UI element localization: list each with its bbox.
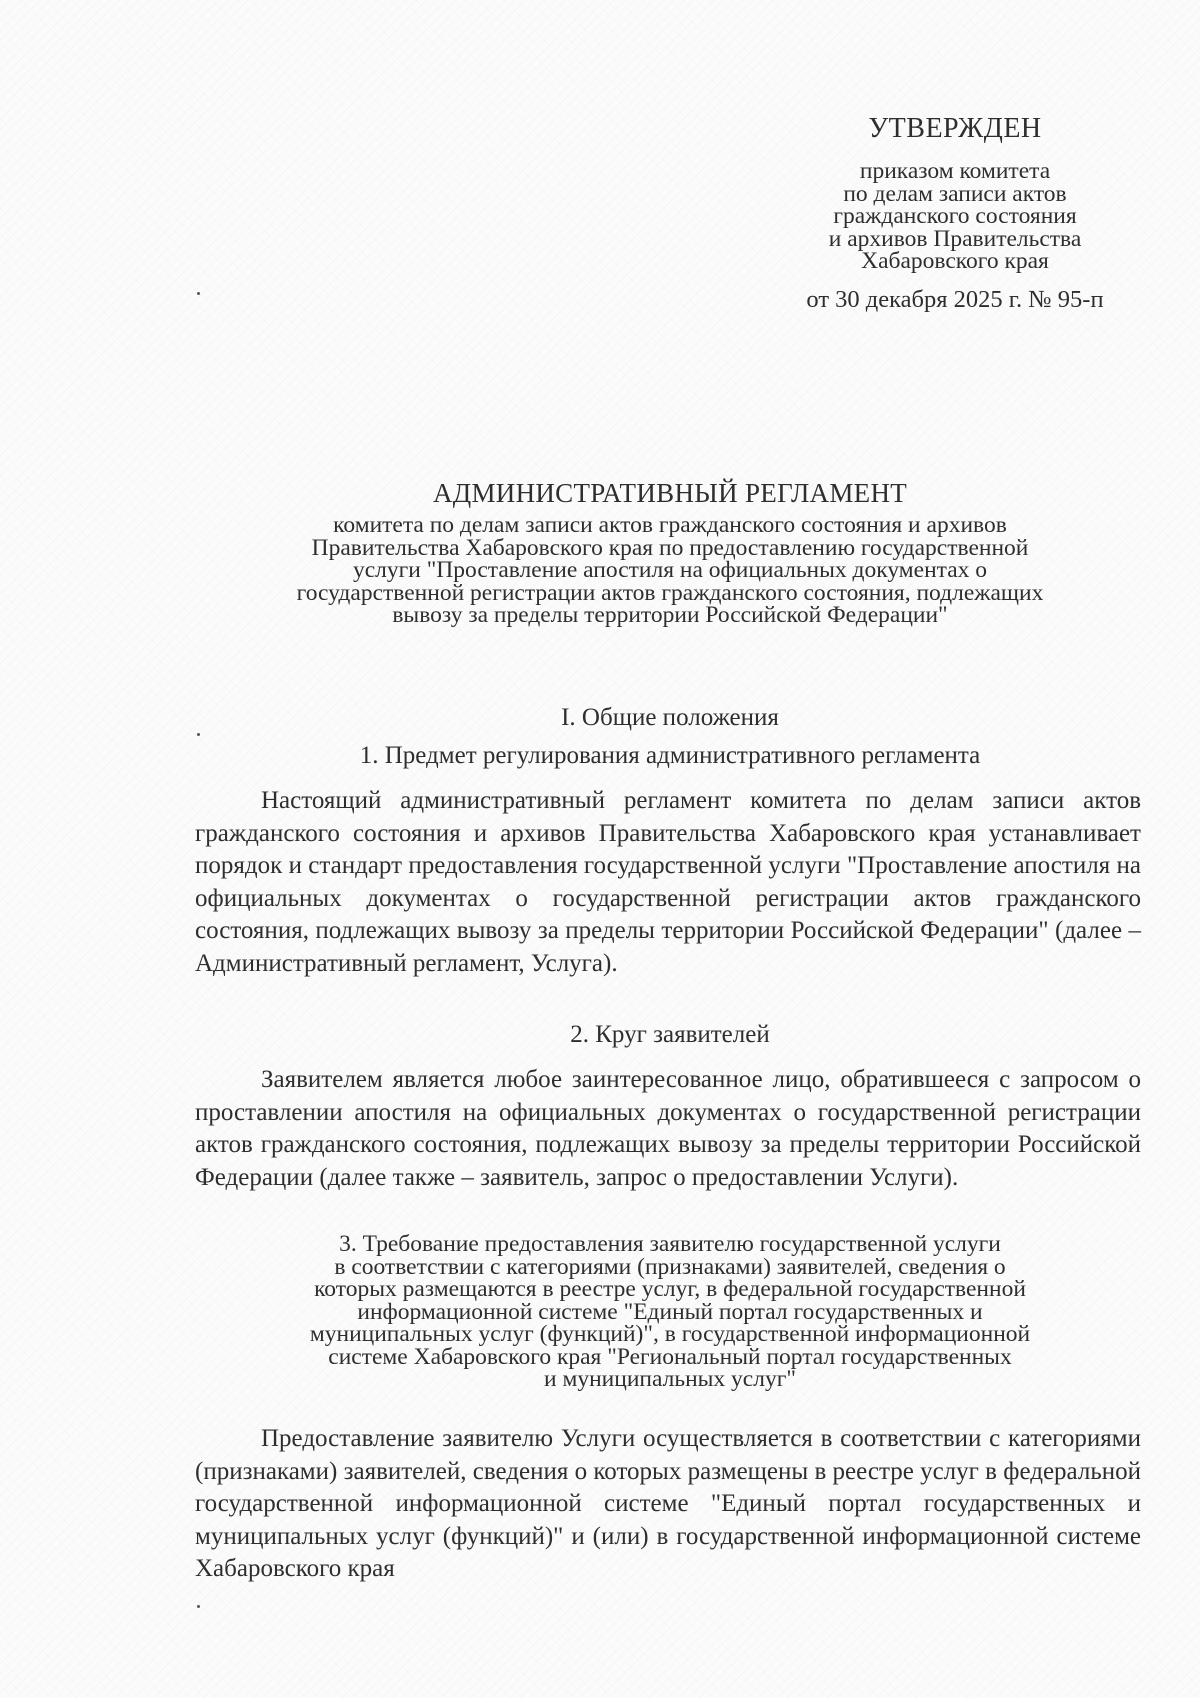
- requirement-heading-line: которых размещаются в реестре услуг, в федеральной государственной: [314, 1276, 1026, 1302]
- approval-order-line: приказом комитета: [859, 158, 1051, 184]
- approval-stamp: [755, 112, 1155, 315]
- document-subtitle-line: комитета по делам записи актов гражданского состояния и архивов: [333, 512, 1007, 538]
- document-subtitle-line: государственной регистрации актов гражданского состояния, подлежащих: [296, 579, 1044, 606]
- section-general-heading: I. Общие положения: [561, 704, 779, 731]
- document-subtitle-line: услуги "Проставление апостиля на официальных документах о: [352, 557, 988, 583]
- document-title: АДМИНИСТРАТИВНЫЙ РЕГЛАМЕНТ: [432, 478, 908, 508]
- document-title-block: [170, 476, 1170, 627]
- approval-order: [755, 160, 1155, 273]
- requirement-heading-line: информационной системе "Единый портал государственных и: [357, 1298, 983, 1325]
- document-subtitle: [170, 514, 1170, 627]
- requirement-heading-line: в соответствии с категориями (признаками) заявителей, сведения о: [334, 1253, 1006, 1280]
- section-applicants-heading: 2. Круг заявителей: [570, 1021, 770, 1048]
- applicants-paragraph: Заявителем является любое заинтересованное лицо, обратившееся с запросом о проставлении апостиля на официальных документах о государственной регистрации актов гражданского состояния, подлежащих вывозу за пределы территории Российской Федерации (далее также – заявитель, запрос о предоставлении Услуги).: [195, 1066, 1141, 1191]
- requirement-heading-line: системе Хабаровского края "Региональный портал государственных: [328, 1343, 1012, 1370]
- scan-speck: [197, 733, 200, 736]
- document-subtitle-line: вывозу за пределы территории Российской Федерации": [392, 602, 948, 628]
- section-subject-heading: 1. Предмет регулирования административного регламента: [359, 742, 981, 769]
- requirement-heading-line: 3. Требование предоставления заявителю государственной услуги: [339, 1231, 1001, 1257]
- section-requirement-heading: [200, 1233, 1140, 1391]
- approval-order-line: по делам записи актов: [843, 180, 1067, 207]
- approval-date: от 30 декабря 2025 г. № 95-п: [806, 285, 1104, 313]
- scan-speck: [197, 292, 200, 295]
- scan-speck: [197, 1605, 200, 1608]
- requirement-heading-line: муниципальных услуг (функций)", в государственной информационной: [309, 1321, 1031, 1347]
- document-subtitle-line: Правительства Хабаровского края по предоставлению государственной: [311, 534, 1029, 561]
- approval-title: УТВЕРЖДЕН: [868, 113, 1042, 144]
- subject-paragraph: Настоящий административный регламент комитета по делам записи актов гражданского состояния и архивов Правительства Хабаровского края устанавливает порядок и стандарт предоставления государственной услуги "Проставление апостиля на официальных документах о государственной регистрации актов гражданского состояния, подлежащих вывозу за пределы территории Российской Федерации" (далее – Административный регламент, Услуга).: [195, 787, 1141, 977]
- requirement-paragraph: Предоставление заявителю Услуги осуществляется в соответствии с категориями (признаками) заявителей, сведения о которых размещены в реестре услуг в федеральной государственной информационной системе "Единый портал государственных и муниципальных услуг (функций)" и (или) в государственной информационной системе Хабаровского края: [195, 1425, 1141, 1582]
- approval-order-line: гражданского состояния: [833, 203, 1077, 229]
- approval-order-line: Хабаровского края: [861, 248, 1049, 274]
- approval-order-line: и архивов Правительства: [828, 225, 1082, 252]
- requirement-heading-line: и муниципальных услуг": [544, 1366, 796, 1392]
